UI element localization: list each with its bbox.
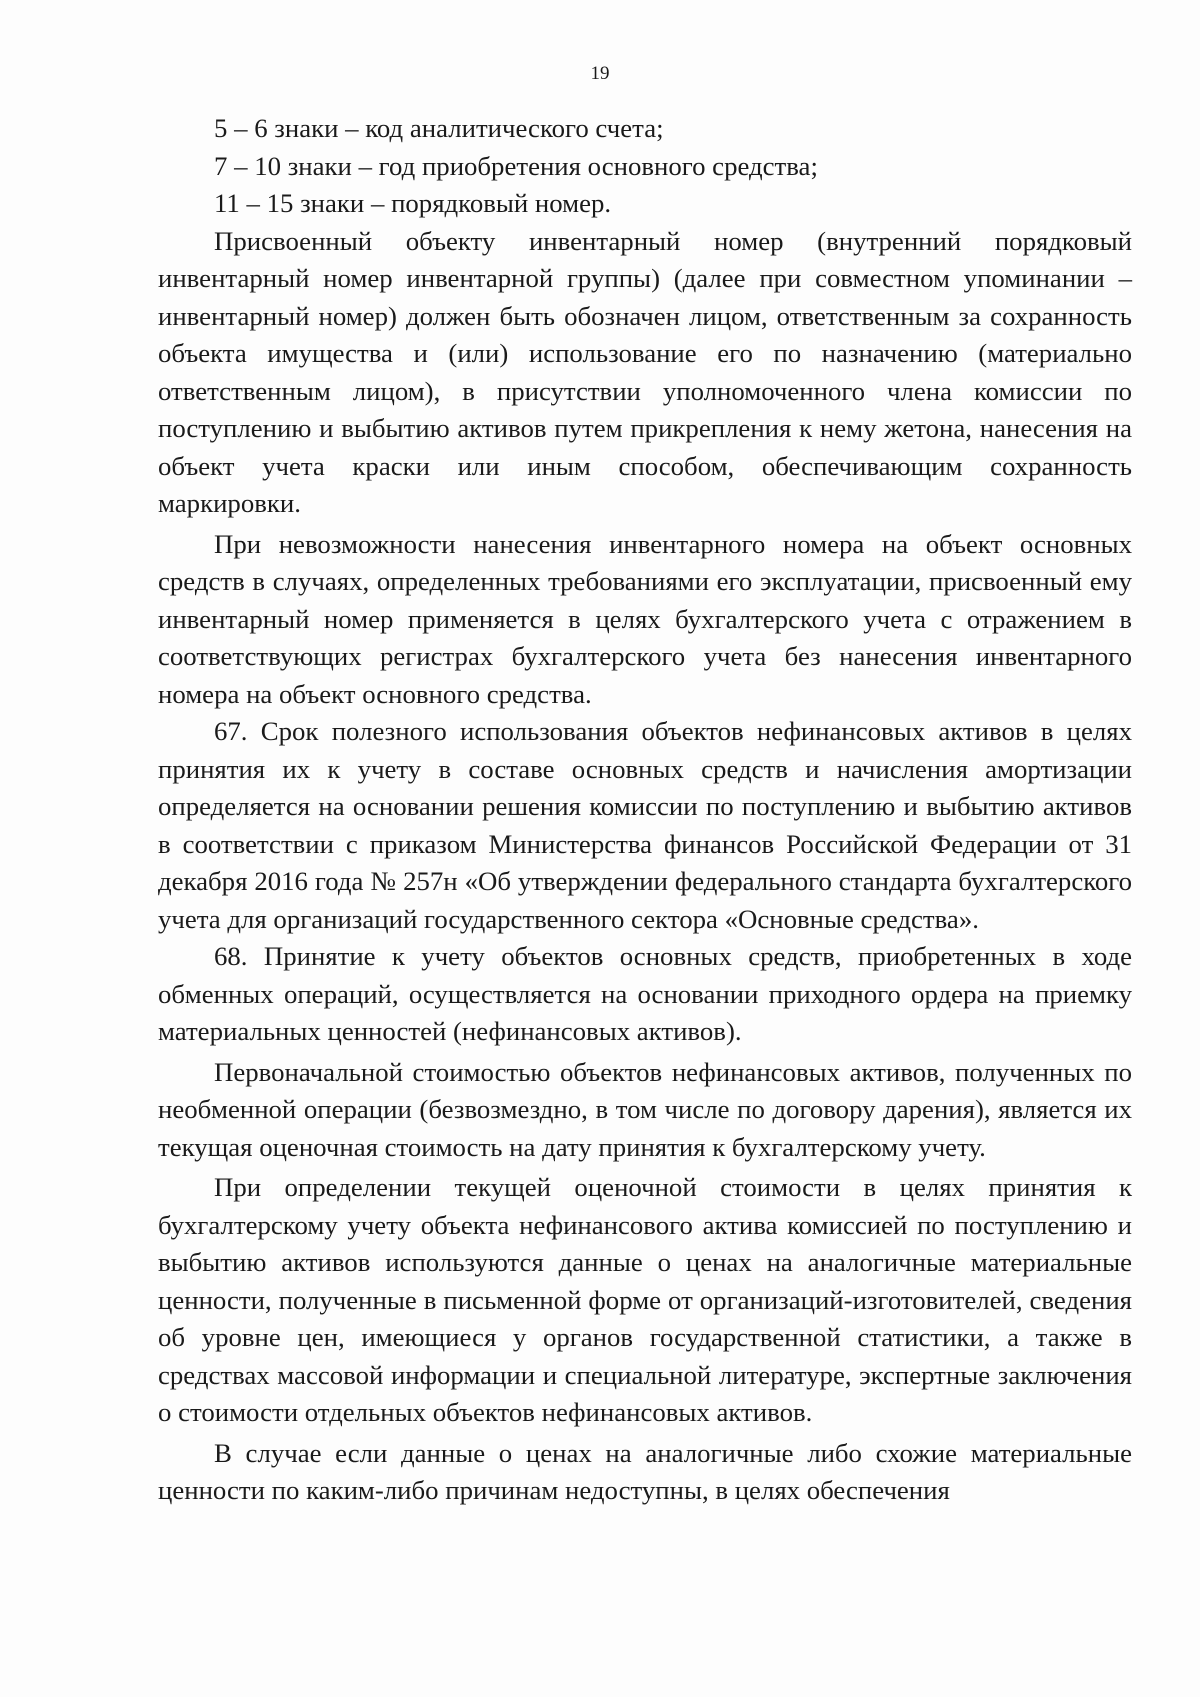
page-number: 19 [590,63,610,84]
paragraph-initial-cost: Первоначальной стоимостью объектов нефинансовых активов, полученных по необменной операции (безвозмездно, в том числе по договору дарения), является их текущая оценочная стоимость на дату принятия к бухгалтерскому учету. [158,1056,1132,1162]
paragraph-prices-unavailable: В случае если данные о ценах на аналогичные либо схожие материальные ценности по каким-либо причинам недоступны, в целях обеспечения [158,1437,1132,1505]
paragraph-inventory-number-marking: Присвоенный объекту инвентарный номер (внутренний порядковый инвентарный номер инвентарной группы) (далее при совместном упоминании – инвентарный номер) должен быть обозначен лицом, ответственным за сохранность объекта имущества и (или) использование его по назначению (материально ответственным лицом), в присутствии уполномоченного члена комиссии по поступлению и выбытию активов путем прикрепления к нему жетона, нанесения на объект учета краски или иным способом, обеспечивающим сохранность маркировки. [158,225,1132,518]
paragraph-current-estimated-cost: При определении текущей оценочной стоимости в целях принятия к бухгалтерскому учету объекта нефинансового актива комиссией по поступлению и выбытию активов используются данные о ценах на аналогичные материальные ценности, полученные в письменной форме от организаций-изготовителей, сведения об уровне цен, имеющиеся у органов государственной статистики, а также в средствах массовой информации и специальной литературе, экспертные заключения о стоимости отдельных объектов нефинансовых активов. [158,1172,1132,1427]
list-item-serial-number: 11 – 15 знаки – порядковый номер. [214,188,612,218]
paragraph-68-acceptance: 68. Принятие к учету объектов основных средств, приобретенных в ходе обменных операций, осуществляется на основании приходного ордера на приемку материальных ценностей (нефинансовых активов). [158,941,1132,1046]
paragraph-67-useful-life: 67. Срок полезного использования объектов нефинансовых активов в целях принятия их к учету в составе основных средств и начисления амортизации определяется на основании решения комиссии по поступлению и выбытию активов в соответствии с приказом Министерства финансов Российской Федерации от 31 декабря 2016 года № 257н «Об утверждении федерального стандарта бухгалтерского учета для организаций государственного сектора «Основные средства». [158,716,1132,934]
document-body [158,110,1132,1510]
paragraph-marking-impossible: При невозможности нанесения инвентарного номера на объект основных средств в случаях, определенных требованиями его эксплуатации, присвоенный ему инвентарный номер применяется в целях бухгалтерского учета с отражением в соответствующих регистрах бухгалтерского учета без нанесения инвентарного номера на объект основного средства. [158,528,1132,709]
list-item-acquisition-year: 7 – 10 знаки – год приобретения основного средства; [214,150,818,181]
list-item-analytic-account-code: 5 – 6 знаки – код аналитического счета; [214,113,664,143]
